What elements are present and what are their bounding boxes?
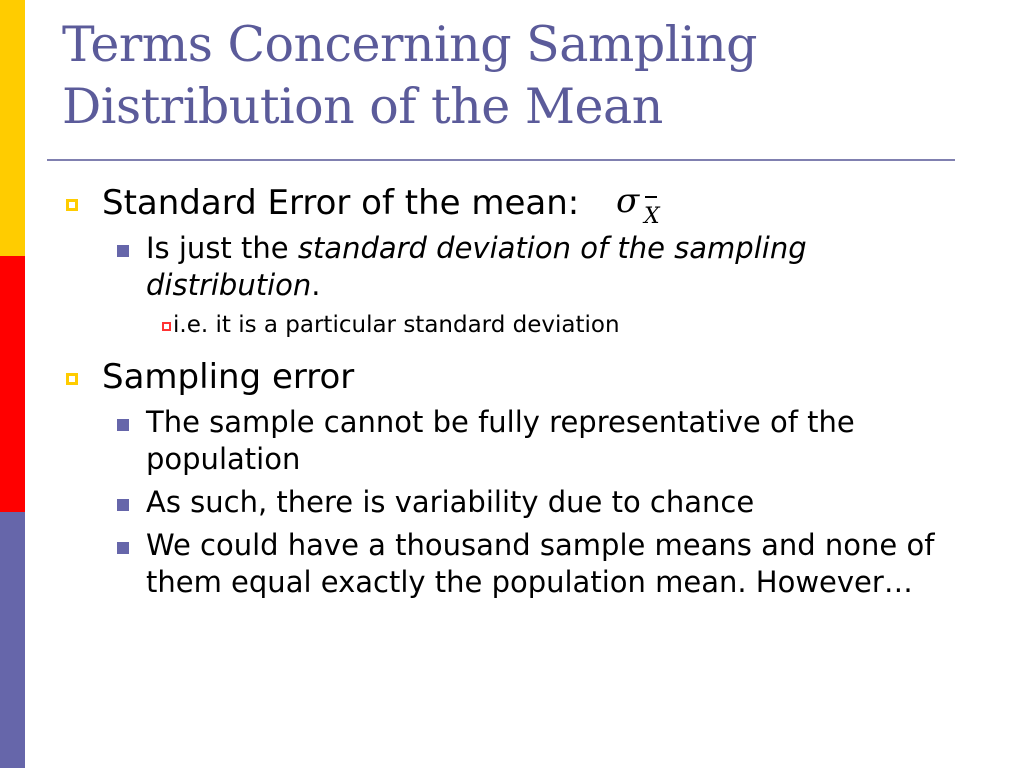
sub-sub-bullet-detail xyxy=(62,310,962,340)
sigma-symbol: σ xyxy=(616,181,640,221)
definition-prefix: Is just the xyxy=(146,231,298,265)
bullet-standard-error xyxy=(62,181,962,229)
sidebar-yellow-segment xyxy=(0,0,25,256)
slide-body xyxy=(62,182,962,601)
point-text: We could have a thousand sample means and none of them equal exactly the population mean. However… xyxy=(146,528,935,599)
point-text: The sample cannot be fully representative of the population xyxy=(146,405,855,476)
sub-bullet-point-3 xyxy=(62,527,962,601)
hollow-square-bullet-icon xyxy=(66,373,78,385)
filled-square-bullet-icon xyxy=(117,542,129,554)
sigma-subscript: X xyxy=(644,204,660,229)
sigma-x-bar-formula xyxy=(616,181,664,229)
sub-bullet-definition xyxy=(62,230,962,304)
accent-sidebar xyxy=(0,0,25,768)
sidebar-red-segment xyxy=(0,256,25,512)
title-divider xyxy=(47,159,955,161)
detail-text: i.e. it is a particular standard deviation xyxy=(173,312,620,338)
filled-square-bullet-icon xyxy=(117,499,129,511)
hollow-square-bullet-icon xyxy=(66,199,78,211)
sidebar-slate-segment xyxy=(0,512,25,768)
definition-italic: standard deviation of the sampling distribution xyxy=(146,231,807,302)
sub-bullet-point-2 xyxy=(62,484,962,521)
title-line-2: Distribution of the Mean xyxy=(62,78,663,135)
definition-suffix: . xyxy=(311,268,321,302)
slide-title xyxy=(62,14,962,138)
small-hollow-square-bullet-icon xyxy=(162,322,171,331)
bullet-sampling-error xyxy=(62,356,962,398)
filled-square-bullet-icon xyxy=(117,419,129,431)
standard-error-label: Standard Error of the mean: xyxy=(102,183,580,223)
sampling-error-label: Sampling error xyxy=(102,357,355,397)
filled-square-bullet-icon xyxy=(117,245,129,257)
sub-bullet-point-1 xyxy=(62,404,962,478)
title-line-1: Terms Concerning Sampling xyxy=(62,16,758,73)
point-text: As such, there is variability due to chance xyxy=(146,485,755,519)
